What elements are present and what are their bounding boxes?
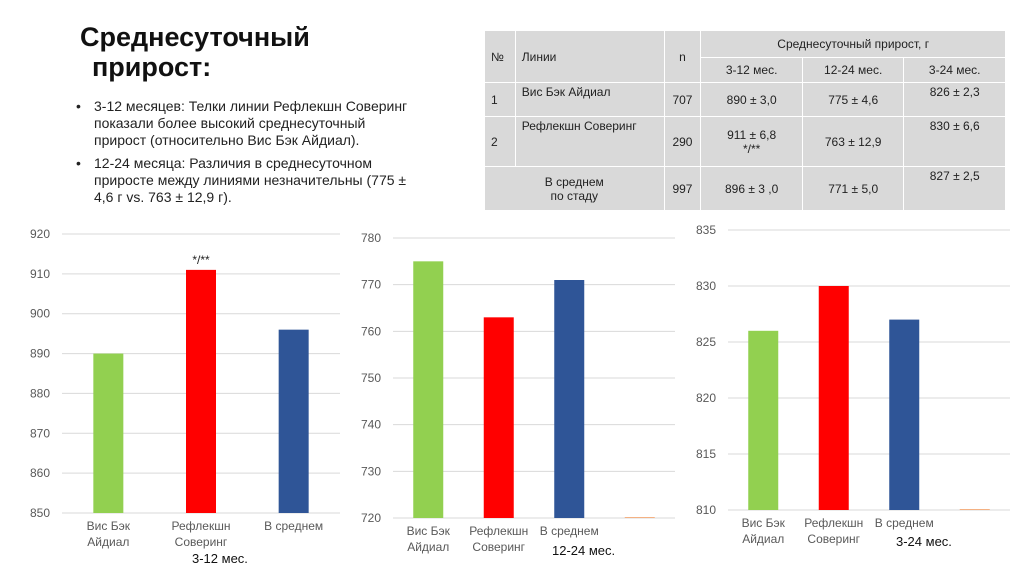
x-tick-label: В среднем [264, 519, 324, 533]
y-tick-label: 750 [360, 371, 381, 385]
chart-12-24 [345, 225, 680, 555]
x-tick-label: Вис Бэк [86, 519, 130, 533]
stats-table [484, 30, 1006, 211]
y-tick-label: 730 [360, 464, 381, 479]
y-tick-label: 890 [29, 346, 50, 361]
cell-line: Рефлекшн Соверинг [515, 117, 664, 167]
chart-svg [345, 225, 680, 555]
x-tick-label: В среднем [874, 516, 934, 530]
x-tick-label: Айдиал [87, 535, 130, 549]
bar [279, 330, 309, 513]
chart-caption: 3-24 мес. [896, 534, 952, 549]
cell-12-24: 771 ± 5,0 [802, 167, 904, 211]
y-tick-label: 740 [360, 417, 381, 432]
cell-3-12: 890 ± 3,0 [701, 83, 803, 117]
cell-12-24: 763 ± 12,9 [802, 117, 904, 167]
subheader-3-24: 3-24 мес. [904, 58, 1006, 83]
table-row [485, 83, 1006, 117]
x-tick-label: Вис Бэк [741, 516, 785, 530]
y-tick-label: 910 [29, 266, 50, 281]
cell-3-24: 830 ± 6,6 [904, 117, 1006, 167]
significance-mark: */** [742, 141, 761, 156]
cell-average-label [485, 167, 665, 211]
x-tick-label: Соверинг [807, 532, 861, 546]
chart-svg [680, 220, 1015, 550]
header-line: Линии [515, 31, 664, 83]
y-tick-label: 860 [29, 466, 50, 481]
x-tick-label: Рефлекшн [171, 519, 231, 533]
bar [554, 280, 584, 518]
bar [413, 261, 443, 518]
cell-n: 707 [664, 83, 701, 117]
y-tick-label: 815 [695, 447, 716, 461]
y-tick-label: 900 [29, 306, 50, 321]
x-tick-label: Айдиал [407, 540, 450, 554]
cell-3-24: 826 ± 2,3 [904, 83, 1006, 117]
bar [748, 331, 778, 510]
cell-3-12 [701, 117, 803, 167]
subheader-3-12: 3-12 мес. [701, 58, 803, 83]
chart-3-24 [680, 220, 1015, 550]
header-n: n [664, 31, 701, 83]
chart-3-12 [0, 225, 345, 555]
x-tick-label: Рефлекшн [804, 516, 864, 530]
header-no: № [485, 31, 516, 83]
cell-n: 290 [664, 117, 701, 167]
bar [93, 354, 123, 513]
table-row-average [485, 167, 1006, 211]
bar [960, 509, 990, 510]
y-tick-label: 760 [360, 324, 381, 339]
cell-line: Вис Бэк Айдиал [515, 83, 664, 117]
cell-n: 997 [664, 167, 701, 211]
cell-3-12: 896 ± 3 ,0 [701, 167, 803, 211]
y-tick-label: 820 [695, 391, 716, 405]
table-row [485, 117, 1006, 167]
average-label-1: В среднем [544, 174, 604, 189]
y-tick-label: 880 [29, 386, 50, 401]
x-tick-label: В среднем [539, 524, 599, 538]
y-tick-label: 920 [29, 227, 50, 241]
title-line-2: прирост: [92, 52, 212, 82]
chart-svg [0, 225, 345, 555]
cell-no: 1 [485, 83, 516, 117]
chart-caption: 12-24 мес. [552, 543, 616, 558]
x-tick-label: Соверинг [472, 540, 526, 554]
x-tick-label: Соверинг [174, 535, 228, 549]
bar [186, 270, 216, 513]
y-tick-label: 720 [360, 511, 381, 525]
header-gain-group: Среднесуточный прирост, г [701, 31, 1006, 58]
x-tick-label: Рефлекшн [469, 524, 529, 538]
x-tick-label: Айдиал [742, 532, 785, 546]
bullet-item: • 3-12 месяцев: Телки линии Рефлекшн Соверинг показали более высокий среднесуточный прирост (относительно Вис Бэк Айдиал). [76, 98, 421, 149]
cell-no: 2 [485, 117, 516, 167]
bar [889, 320, 919, 510]
chart-caption: 3-12 мес. [192, 551, 248, 566]
y-tick-label: 870 [29, 426, 50, 441]
y-tick-label: 850 [29, 506, 50, 520]
bullet-item: • 12-24 месяца: Различия в среднесуточном приросте между линиями незначительны (775 ± 4,6 г vs. 763 ± 12,9 г). [76, 155, 421, 206]
bar [819, 286, 849, 510]
bar [484, 317, 514, 518]
title-line-1: Среднесуточный [80, 22, 310, 52]
y-tick-label: 825 [695, 335, 716, 349]
y-tick-label: 770 [360, 277, 381, 292]
bar [625, 517, 655, 518]
y-tick-label: 780 [360, 231, 381, 245]
bullet-list [76, 98, 421, 212]
x-tick-label: Вис Бэк [406, 524, 450, 538]
cell-3-24: 827 ± 2,5 [904, 167, 1006, 211]
cell-3-12-value: 911 ± 6,8 [727, 127, 777, 142]
cell-12-24: 775 ± 4,6 [802, 83, 904, 117]
subheader-12-24: 12-24 мес. [802, 58, 904, 83]
average-label-2: по стаду [550, 188, 599, 203]
y-tick-label: 810 [695, 503, 716, 517]
y-tick-label: 830 [695, 279, 716, 293]
y-tick-label: 835 [695, 223, 716, 237]
slide-title [80, 22, 400, 82]
data-annotation: */** [192, 252, 210, 267]
